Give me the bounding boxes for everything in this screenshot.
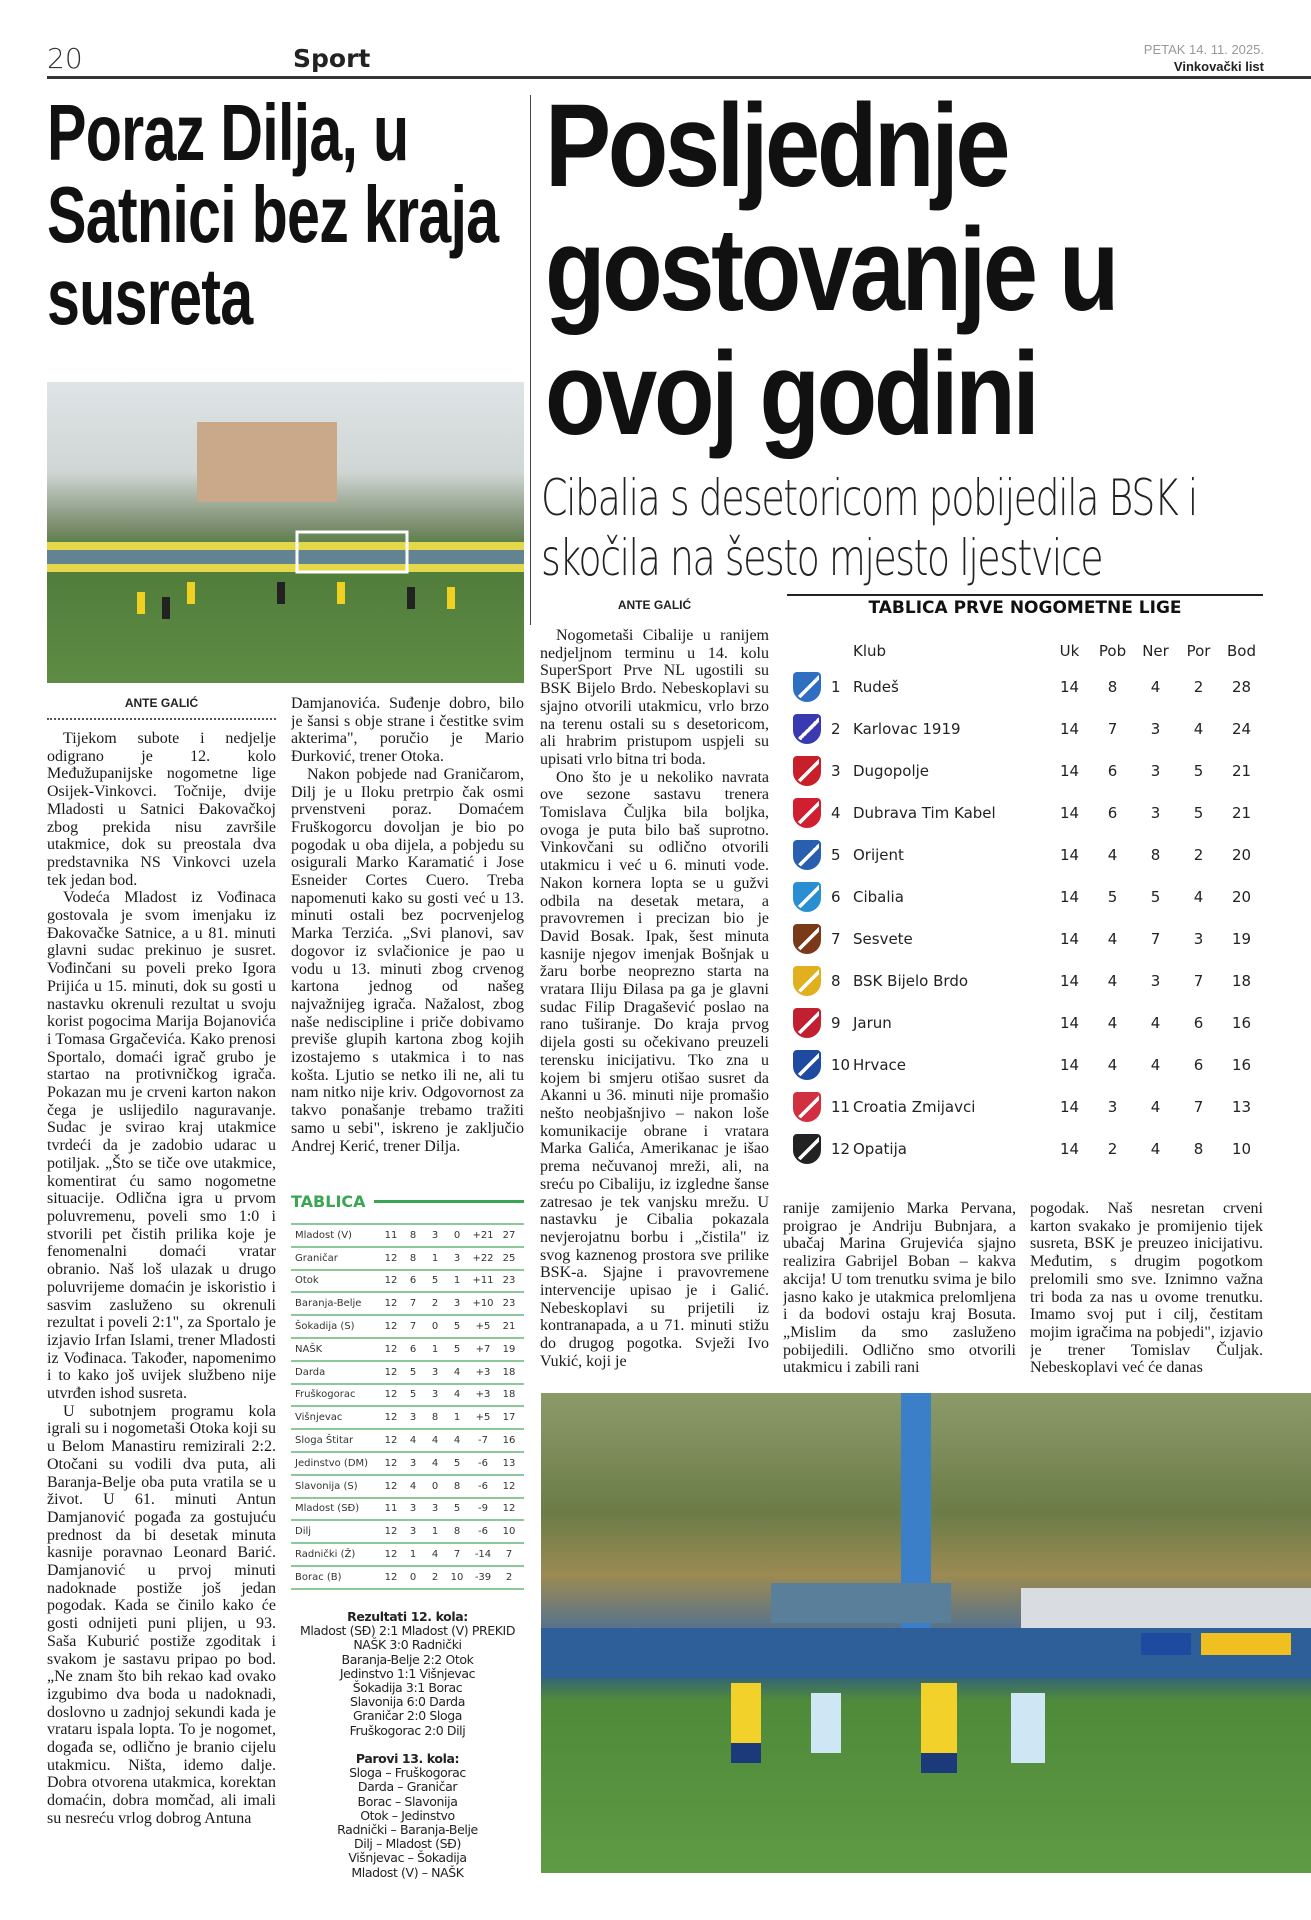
stat-cell: 16 [1231, 1014, 1252, 1032]
left-byline: ANTE GALIĆ [47, 696, 276, 720]
table-row [291, 1453, 524, 1476]
league-header-row [787, 636, 1263, 666]
table-row [291, 1362, 524, 1385]
position: 4 [831, 804, 841, 822]
stat-cell: 3 [431, 1389, 439, 1401]
county-league-table [291, 1223, 524, 1590]
stat-cell: 3 [431, 1229, 439, 1241]
table-row [291, 1339, 524, 1362]
stat-cell: 1 [453, 1275, 461, 1287]
stat-cell: 4 [453, 1366, 461, 1378]
club-crest-icon [793, 966, 821, 996]
stat-cell: 8 [431, 1412, 439, 1424]
stat-cell: 14 [1059, 1014, 1080, 1032]
stat-cell: 12 [384, 1343, 398, 1355]
team-name: Mladost (SĐ) [295, 1503, 360, 1515]
table-row [291, 1293, 524, 1316]
team-name: Borac (B) [295, 1571, 342, 1583]
pairs-list [285, 1766, 530, 1880]
position: 6 [831, 888, 841, 906]
table-row [291, 1567, 524, 1590]
team-name: Slavonija (S) [295, 1480, 358, 1492]
stat-cell: 3 [1193, 930, 1204, 948]
table-row [291, 1407, 524, 1430]
table-row [291, 1248, 524, 1271]
stat-cell: 3 [431, 1366, 439, 1378]
paragraph: U subotnjem programu kola igrali su i nogometaši Otoka koji su u Belom Manastiru remizirali 2:2. Otočani su vodili dva puta, ali Baranja-Belje oba puta vratila se u život. U 61. minuti Antun Damjanović pogađa za gostujuću prednost da bi desetak minuta kasnije poravnao Leonard Barić. Damjanović u prvoj minuti nadoknade postiže još jedan pogodak. Kada se činilo kako će gosti odnijeti puni plijen, u 93. Saša Kuburić postiže zgoditak i svakom je sastavu pripao po bod. „Ne znam što bih rekao kad ovako izgubimo dva boda u nadoknadi, doslovno u zadnjoj sekundi kada je vrataru ispala lopta. To je nogomet, događa se, odlično je branio cijelu utakmicu. Ništa, idemo dalje. Dobra otvorena utakmica, korektan domaćin, dobra momčad, ali imali su nesreću vrlog dobrog Antuna [47, 1402, 276, 1827]
club-name: BSK Bijelo Brdo [853, 972, 969, 990]
league-table-title: TABLICA PRVE NOGOMETNE LIGE [787, 594, 1263, 618]
stat-cell: 14 [1059, 1140, 1080, 1158]
league-row [787, 1002, 1263, 1044]
column-header: Por [1186, 642, 1211, 660]
result-line: NAŠK 3:0 Radnički [353, 1637, 462, 1653]
match-photo-satnica [47, 382, 524, 683]
stat-cell: 2 [1193, 846, 1204, 864]
paragraph: pogodak. Naš nesretan crveni karton svakako je promijenio tijek susreta, BSK je preuzeo inicijativu. Međutim, s drugim pogotkom prelomili smo sve. Iznimno važna tri boda za nas u ovome trenutku. Imamo svoj put i cilj, čestitam mojim igračima na pobjedi", izjavio je trener Tomislav Čuljak. Nebeskoplavi već će danas [1030, 1200, 1263, 1377]
stat-cell: 14 [1059, 1098, 1080, 1116]
stat-cell: 8 [409, 1229, 417, 1241]
small-table-title-text: TABLICA [291, 1192, 366, 1211]
result-line: Šokadija 3:1 Borac [352, 1680, 463, 1696]
club-name: Dubrava Tim Kabel [853, 804, 996, 822]
result-line: Jedinstvo 1:1 Višnjevac [339, 1665, 476, 1681]
stat-cell: 12 [384, 1549, 398, 1561]
stat-cell: 14 [1059, 972, 1080, 990]
stat-cell: 3 [453, 1298, 461, 1310]
issue-date: PETAK 14. 11. 2025. [1143, 42, 1264, 57]
stat-cell: +21 [472, 1229, 494, 1241]
table-row [291, 1430, 524, 1453]
stat-cell: 24 [1231, 720, 1252, 738]
stat-cell: 14 [1059, 930, 1080, 948]
stat-cell: 12 [384, 1571, 398, 1583]
stat-cell: 8 [1193, 1140, 1204, 1158]
position: 3 [831, 762, 841, 780]
stat-cell: -6 [478, 1480, 488, 1492]
paragraph: Ono što je u nekoliko navrata ove sezone sastavu trenera Tomislava Čuljka bila boljka, ovoga je puta bilo baš suprotno. Vinkovčani su odlično otvorili utakmicu i već u 6. minuti vode. Nakon kornera lopta se u gužvi odbila na desetak metara, a pravovremen i precizan bio je David Bosak. Ipak, šest minuta kasnije njegov imenjak Bošnjak u žaru borbe neoprezno starta na vratara Iliju Đilasa pa ga je glavni sudac Filip Dragašević poslao na rano tuširanje. Do kraja prvog dijela gosti su očekivano preuzeli terensku inicijativu. Tko zna u kojem bi smjeru otišao susret da Akanni u 36. minuti nije promašio nešto neobjašnjivo – nakon loše komunikacije obrane i vratara Marka Galića, Amerikanac je išao prema nečuvanoj mreži, ali, na sreću po Cibaliju, iz izgledne šanse zatresao je tek vanjsku mrežu. U nastavku je Cibalia pokazala nevjerojatnu borbu i „čistila" iz svog kaznenog prostora sve prilike BSK-a. Sjajne i pravovremene intervencije upisao je i Galić. Nebeskoplavi su prijetili iz kontranapada, a u 71. minuti stižu do drugog pogotka. Svježi Ivo Vukić, koji je [540, 768, 769, 1370]
stat-cell: 6 [1193, 1056, 1204, 1074]
league-row [787, 834, 1263, 876]
table-row [291, 1316, 524, 1339]
stat-cell: 4 [1107, 972, 1118, 990]
team-name: Višnjevac [295, 1412, 343, 1424]
club-name: Orijent [853, 846, 904, 864]
match-photo-cibalia [541, 1393, 1311, 1873]
stat-cell: 5 [431, 1275, 439, 1287]
club-crest-icon [793, 798, 821, 828]
paragraph: Vodeća Mladost iz Vođinaca gostovala je svom imenjaku iz Đakovačke Satnice, a u 81. minuti glavni sudac prekinuo je susret. Vođinčani su poveli preko Igora Prijića u 15. minuti, dok su gosti u nastavku okrenuli rezultat u svoju korist pogocima Marija Bojanovića i Tomasa Grgačevića. Kako prenosi Sportalo, domaći igrač grubo je startao na protivničkog igrača. Pokazan mu je crveni karton nakon čega je uslijedilo naguravanje. Sudac je svirao kraj utakmice tvrdeći da je zadobio udarac u potiljak. „Što se tiče ove utakmice, komentirat ću samo nogometne situacije. Odlična igra u prvom poluvremenu, poveli smo 1:0 i stvorili pet čistih prilika koje je fenomenalni domaći vratar obranio. Naš loš ulazak u drugo poluvrijeme domaćin je iskoristio i sasvim zasluženo su okrenuli rezultat i poveli 2:1", za Sportalo je izjavio Irfan Islami, trener Mladosti iz Vođinaca. Također, napomenimo i to kako još uvijek službeno nije utvrđen ishod susreta. [47, 889, 276, 1403]
stat-cell: 16 [502, 1435, 516, 1447]
header-rule [47, 76, 1311, 79]
stat-cell: 14 [1059, 846, 1080, 864]
column-header: Uk [1059, 642, 1080, 660]
club-name: Sesvete [853, 930, 913, 948]
club-name: Karlovac 1919 [853, 720, 961, 738]
club-name: Cibalia [853, 888, 904, 906]
main-headline: Posljednje gostovanje u ovoj godini [545, 80, 1117, 460]
stat-cell: +3 [475, 1366, 491, 1378]
club-crest-icon [793, 882, 821, 912]
stat-cell: -7 [478, 1435, 488, 1447]
page-number: 20 [47, 42, 83, 75]
stat-cell: 21 [1231, 804, 1252, 822]
club-crest-icon [793, 1092, 821, 1122]
stat-cell: 11 [384, 1503, 398, 1515]
stat-cell: 23 [502, 1298, 516, 1310]
stat-cell: 0 [431, 1480, 439, 1492]
stat-cell: 4 [1150, 1014, 1161, 1032]
stat-cell: 6 [409, 1275, 417, 1287]
stat-cell: 4 [431, 1457, 439, 1469]
right-article-colA [540, 627, 769, 1379]
result-line: Slavonija 6:0 Darda [350, 1694, 465, 1710]
table-row [291, 1521, 524, 1544]
stat-cell: 4 [431, 1435, 439, 1447]
stat-cell: 3 [1150, 972, 1161, 990]
stat-cell: 7 [1107, 720, 1118, 738]
stat-cell: -6 [478, 1457, 488, 1469]
result-line: Otok – Jedinstvo [360, 1807, 455, 1823]
stat-cell: 12 [384, 1252, 398, 1264]
stat-cell: 14 [1059, 1056, 1080, 1074]
stat-cell: 3 [409, 1412, 417, 1424]
stat-cell: 10 [1231, 1140, 1252, 1158]
club-crest-icon [793, 756, 821, 786]
right-article-colB [783, 1200, 1016, 1378]
stat-cell: 4 [453, 1389, 461, 1401]
stat-cell: 6 [1193, 1014, 1204, 1032]
stat-cell: 7 [1193, 1098, 1204, 1116]
left-article-col1 [47, 730, 276, 1875]
team-name: Sloga Štitar [295, 1435, 354, 1447]
team-name: Mladost (V) [295, 1229, 352, 1241]
right-article-colC [1030, 1200, 1263, 1378]
stat-cell: 16 [1231, 1056, 1252, 1074]
stat-cell: 1 [431, 1343, 439, 1355]
column-header: Pob [1098, 642, 1127, 660]
stat-cell: 2 [1193, 678, 1204, 696]
position: 2 [831, 720, 841, 738]
result-line: Darda – Graničar [357, 1779, 458, 1795]
stat-cell: 5 [409, 1366, 417, 1378]
stat-cell: +3 [475, 1389, 491, 1401]
position: 9 [831, 1014, 841, 1032]
stat-cell: 21 [1231, 762, 1252, 780]
league-row [787, 918, 1263, 960]
position: 11 [831, 1098, 851, 1116]
stat-cell: 6 [1107, 804, 1118, 822]
stat-cell: 5 [1107, 888, 1118, 906]
league-row [787, 1044, 1263, 1086]
stat-cell: 3 [409, 1457, 417, 1469]
league-row [787, 708, 1263, 750]
paragraph: ranije zamijenio Marka Pervana, proigrao je Andriju Bubnjara, a ubačaj Marina Grujevića sjajno realizira Gabrijel Boban – kakva akcija! U tom trenutku svima je bilo jasno kako je utakmica prelomljena i da bodovi ostaju kraj Bosuta. „Mislim da smo zasluženo pobijedili. Odlično smo otvorili utakmicu i zabili rani [783, 1200, 1016, 1377]
team-name: Fruškogorac [295, 1389, 356, 1401]
stat-cell: 23 [502, 1275, 516, 1287]
club-name: Dugopolje [853, 762, 930, 780]
stat-cell: 4 [431, 1549, 439, 1561]
stat-cell: +7 [475, 1343, 491, 1355]
column-header: Bod [1227, 642, 1256, 660]
stat-cell: 10 [450, 1571, 464, 1583]
stat-cell: 1 [453, 1412, 461, 1424]
stat-cell: 3 [431, 1503, 439, 1515]
stat-cell: 3 [409, 1503, 417, 1515]
stat-cell: -6 [478, 1526, 488, 1538]
stat-cell: 4 [1150, 1140, 1161, 1158]
stat-cell: 4 [409, 1435, 417, 1447]
position: 8 [831, 972, 841, 990]
stat-cell: 12 [384, 1526, 398, 1538]
team-name: Darda [295, 1366, 326, 1378]
stat-cell: 12 [384, 1412, 398, 1424]
stat-cell: -9 [478, 1503, 488, 1515]
stat-cell: 7 [453, 1549, 461, 1561]
team-name: Baranja-Belje [295, 1298, 362, 1310]
team-name: Dilj [295, 1526, 312, 1538]
stat-cell: 7 [409, 1298, 417, 1310]
position: 5 [831, 846, 841, 864]
result-line: Sloga – Fruškogorac [349, 1765, 466, 1781]
stat-cell: 5 [1193, 762, 1204, 780]
stat-cell: 0 [409, 1571, 417, 1583]
club-crest-icon [793, 1050, 821, 1080]
stat-cell: 14 [1059, 762, 1080, 780]
stat-cell: 5 [453, 1503, 461, 1515]
stat-cell: 12 [384, 1298, 398, 1310]
column-header: Klub [853, 642, 887, 660]
paragraph: Damjanovića. Suđenje dobro, bilo je šansi s obje strane i čestitke svim akterima", poručio je Mario Đurković, trener Otoka. [291, 695, 524, 766]
stat-cell: 12 [384, 1435, 398, 1447]
stat-cell: 5 [453, 1343, 461, 1355]
table-row [291, 1499, 524, 1522]
main-subtitle: Cibalia s desetoricom pobijedila BSK i skočila na šesto mjesto ljestvice [541, 469, 1197, 587]
stat-cell: 13 [1231, 1098, 1252, 1116]
stat-cell: 19 [1231, 930, 1252, 948]
stat-cell: 5 [1193, 804, 1204, 822]
team-name: Radnički (Ž) [295, 1549, 356, 1561]
result-line: Dilj – Mladost (SĐ) [354, 1836, 461, 1852]
stat-cell: 12 [384, 1321, 398, 1333]
stat-cell: 5 [453, 1457, 461, 1469]
stat-cell: 18 [502, 1366, 516, 1378]
stat-cell: 0 [453, 1229, 461, 1241]
club-name: Croatia Zmijavci [853, 1098, 976, 1116]
stat-cell: 2 [1107, 1140, 1118, 1158]
stat-cell: 4 [1107, 1056, 1118, 1074]
result-line: Radnički – Baranja-Belje [337, 1822, 478, 1838]
club-crest-icon [793, 924, 821, 954]
league-row [787, 1086, 1263, 1128]
result-line: Graničar 2:0 Sloga [352, 1708, 463, 1724]
team-name: Jedinstvo (DM) [295, 1457, 369, 1469]
stat-cell: -39 [474, 1571, 492, 1583]
stat-cell: 4 [453, 1435, 461, 1447]
stat-cell: 18 [502, 1389, 516, 1401]
club-crest-icon [793, 672, 821, 702]
stat-cell: 14 [1059, 720, 1080, 738]
stat-cell: 28 [1231, 678, 1252, 696]
stat-cell: 17 [502, 1412, 516, 1424]
stat-cell: 1 [431, 1252, 439, 1264]
stat-cell: 6 [1107, 762, 1118, 780]
stat-cell: 14 [1059, 804, 1080, 822]
table-row [291, 1385, 524, 1408]
stat-cell: 19 [502, 1343, 516, 1355]
stat-cell: 1 [409, 1549, 417, 1561]
result-line: Višnjevac – Šokadija [348, 1850, 467, 1866]
stat-cell: 12 [384, 1366, 398, 1378]
stat-cell: 3 [1150, 804, 1161, 822]
table-row [291, 1225, 524, 1248]
results-title: Rezultati 12. kola: [347, 1609, 468, 1624]
club-crest-icon [793, 1134, 821, 1164]
team-name: Otok [295, 1275, 319, 1287]
table-row [291, 1271, 524, 1294]
stat-cell: 12 [502, 1480, 516, 1492]
stat-cell: 8 [409, 1252, 417, 1264]
club-crest-icon [793, 1008, 821, 1038]
stat-cell: 10 [502, 1526, 516, 1538]
stat-cell: 7 [1193, 972, 1204, 990]
stat-cell: 13 [502, 1457, 516, 1469]
stat-cell: 8 [453, 1480, 461, 1492]
result-line: Mladost (SĐ) 2:1 Mladost (V) PREKID [299, 1623, 516, 1639]
league-table [787, 636, 1263, 1170]
stat-cell: +22 [472, 1252, 494, 1264]
stat-cell: 5 [1150, 888, 1161, 906]
paragraph: Nakon pobjede nad Graničarom, Dilj je u Iloku pretrpio čak osmi prvenstveni poraz. Domaćem Fruškogorcu dovoljan je bio po pogodak u oba dijela, a pobjedu su osigurali Marko Karamatić i Jose Esneider Cortes Cuero. Treba napomenuti kako su gosti već u 13. minuti ostali bez pocrvenjelog Marka Terzića. „Svi planovi, sav dogovor iz svlačionice je pao u vodu u 13. minuti zbog crvenog kartona jednog od našeg najvažnijeg igrača. Nažalost, zbog naše nediscipline i priče dobivamo previše glupih kartona zbog kojih izostajemo s utakmica i to nas košta. Ljutio se netko ili ne, ali tu nam nitko nije kriv. Odgovornost za takvo ponašanje trebamo tražiti samo u sebi", iskreno je zaključio Andrej Kerić, trener Dilja. [291, 765, 524, 1155]
stat-cell: 20 [1231, 888, 1252, 906]
club-crest-icon [793, 714, 821, 744]
stat-cell: 11 [384, 1229, 398, 1241]
league-row [787, 792, 1263, 834]
club-crest-icon [793, 840, 821, 870]
stat-cell: 7 [505, 1549, 513, 1561]
results-box [285, 1610, 530, 1880]
league-row [787, 1128, 1263, 1170]
stat-cell: 8 [453, 1526, 461, 1538]
paragraph: Tijekom subote i nedjelje odigrano je 12. kolo Međužupanijske nogometne lige Osijek-Vinkovci. Točnije, dvije Mladosti u Satnici Đakovačkoj zbog prekida nisu završile utakmice, dok su preostala dva predstavnika NS Vinkovci uzela tek jedan bod. [47, 730, 276, 889]
stat-cell: 5 [453, 1321, 461, 1333]
title-rule [374, 1200, 524, 1203]
stat-cell: 12 [502, 1503, 516, 1515]
stat-cell: 12 [384, 1457, 398, 1469]
newspaper-name: Vinkovački list [1173, 59, 1264, 74]
stat-cell: 3 [453, 1252, 461, 1264]
stat-cell: 8 [1150, 846, 1161, 864]
team-name: Šokadija (S) [295, 1321, 355, 1333]
small-table-title [291, 1192, 524, 1211]
stat-cell: 4 [1150, 678, 1161, 696]
results-list [285, 1624, 530, 1738]
stat-cell: 14 [1059, 678, 1080, 696]
stat-cell: +5 [475, 1412, 491, 1424]
column-divider [530, 95, 531, 625]
paragraph: Nogometaši Cibalije u ranijem nedjeljnom terminu u 14. kolu SuperSport Prve NL ugostili su BSK Bijelo Brdo. Nebeskoplavi su sjajno otvorili utakmicu, vrlo brzo na terenu ostali su s desetoricom, ali hrabrim pristupom uspjeli su upisati vrlo bitna tri boda. [540, 627, 769, 768]
stat-cell: 8 [1107, 678, 1118, 696]
result-line: Mladost (V) – NAŠK [351, 1864, 464, 1880]
stat-cell: 12 [384, 1275, 398, 1287]
stat-cell: 4 [1150, 1098, 1161, 1116]
stat-cell: 4 [409, 1480, 417, 1492]
stat-cell: 25 [502, 1252, 516, 1264]
stat-cell: 12 [384, 1480, 398, 1492]
stat-cell: 7 [409, 1321, 417, 1333]
stat-cell: 1 [431, 1526, 439, 1538]
club-name: Rudeš [853, 678, 899, 696]
team-name: Graničar [295, 1252, 338, 1264]
league-row [787, 960, 1263, 1002]
stat-cell: 21 [502, 1321, 516, 1333]
club-name: Hrvace [853, 1056, 906, 1074]
stat-cell: -14 [474, 1549, 492, 1561]
stat-cell: 27 [502, 1229, 516, 1241]
table-row [291, 1544, 524, 1567]
stat-cell: 14 [1059, 888, 1080, 906]
league-row [787, 666, 1263, 708]
stat-cell: 12 [384, 1389, 398, 1401]
right-byline: ANTE GALIĆ [617, 598, 692, 612]
stat-cell: +5 [475, 1321, 491, 1333]
stat-cell: 4 [1107, 930, 1118, 948]
pairs-title: Parovi 13. kola: [355, 1751, 460, 1767]
league-row [787, 750, 1263, 792]
stat-cell: 3 [1107, 1098, 1118, 1116]
league-row [787, 876, 1263, 918]
stat-cell: 7 [1150, 930, 1161, 948]
stat-cell: 3 [409, 1526, 417, 1538]
stat-cell: 3 [1150, 720, 1161, 738]
position: 10 [831, 1056, 851, 1074]
position: 1 [831, 678, 841, 696]
team-name: NAŠK [295, 1343, 323, 1355]
stat-cell: 6 [409, 1343, 417, 1355]
stat-cell: 4 [1107, 1014, 1118, 1032]
left-headline: Poraz Dilja, u Satnici bez kraja susreta [47, 88, 499, 341]
result-line: Fruškogorac 2:0 Dilj [349, 1722, 466, 1738]
result-line: Baranja-Belje 2:2 Otok [341, 1651, 474, 1667]
stat-cell: 4 [1193, 888, 1204, 906]
stat-cell: 4 [1193, 720, 1204, 738]
stat-cell: 4 [1150, 1056, 1161, 1074]
stat-cell: 2 [505, 1571, 513, 1583]
club-name: Opatija [853, 1140, 907, 1158]
stat-cell: 20 [1231, 846, 1252, 864]
stat-cell: +10 [472, 1298, 494, 1310]
stat-cell: 2 [431, 1571, 439, 1583]
position: 7 [831, 930, 841, 948]
result-line: Borac – Slavonija [357, 1793, 458, 1809]
left-article-col2 [291, 695, 524, 1185]
stat-cell: 0 [431, 1321, 439, 1333]
club-name: Jarun [853, 1014, 892, 1032]
stat-cell: 5 [409, 1389, 417, 1401]
stat-cell: 18 [1231, 972, 1252, 990]
stat-cell: 3 [1150, 762, 1161, 780]
column-header: Ner [1142, 642, 1169, 660]
stat-cell: 2 [431, 1298, 439, 1310]
stat-cell: 4 [1107, 846, 1118, 864]
position: 12 [831, 1140, 851, 1158]
section-title: Sport [293, 44, 371, 73]
stat-cell: +11 [472, 1275, 494, 1287]
table-row [291, 1476, 524, 1499]
